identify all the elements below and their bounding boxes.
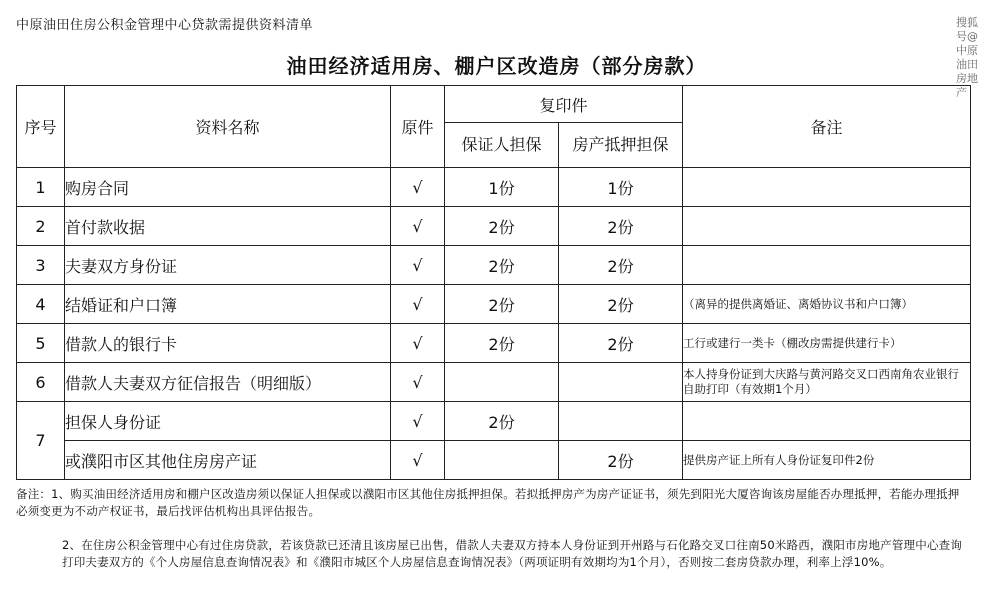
watermark: 搜狐号@中原油田房地产 — [956, 16, 978, 99]
page-title: 油田经济适用房、棚户区改造房（部分房款） — [286, 54, 707, 78]
document-header: 中原油田住房公积金管理中心贷款需提供资料清单 — [16, 18, 314, 33]
row-remark: 提供房产证上所有人身份证复印件2份 — [683, 441, 971, 480]
header-seq: 序号 — [17, 86, 65, 168]
row-remark — [683, 246, 971, 285]
row-name: 结婚证和户口簿 — [65, 285, 391, 324]
row-guarantor — [445, 363, 559, 402]
row-name: 借款人的银行卡 — [65, 324, 391, 363]
header-mortgage: 房产抵押担保 — [559, 123, 683, 168]
table-row — [17, 324, 971, 363]
row-guarantor: 1份 — [445, 168, 559, 207]
header-guarantor: 保证人担保 — [445, 123, 559, 168]
row-original: √ — [391, 402, 445, 441]
row-original: √ — [391, 324, 445, 363]
row-remark — [683, 402, 971, 441]
table-row — [17, 363, 971, 402]
row-mortgage: 2份 — [559, 246, 683, 285]
footnote-1: 备注：1、购买油田经济适用房和棚户区改造房须以保证人担保或以濮阳市区其他住房抵押担保。若拟抵押房产为房产证证书，须先到阳光大厦咨询该房屋能否办理抵押，若能办理抵押必须变更为不动产权证书，最后找评估机构出具评估报告。 — [16, 487, 960, 518]
row-guarantor — [445, 441, 559, 480]
table-row — [17, 168, 971, 207]
header-copy: 复印件 — [445, 86, 683, 123]
row-seq: 2 — [17, 207, 65, 246]
row-seq: 3 — [17, 246, 65, 285]
row-guarantor: 2份 — [445, 285, 559, 324]
row-guarantor: 2份 — [445, 324, 559, 363]
footnote-2-text: 2、在住房公积金管理中心有过住房贷款，若该贷款已还清且该房屋已出售，借款人夫妻双方持本人身份证到开州路与石化路交叉口往南50米路西，濮阳市房地产管理中心查询打印夫妻双方的《个人房屋信息查询情况表》和《濮阳市城区个人房屋信息查询情况表》（两项证明有效期均为1个月），否则按二套房贷款办理，利率上浮10%。 — [62, 538, 963, 569]
row-seq: 4 — [17, 285, 65, 324]
row-remark: 工行或建行一类卡（棚改房需提供建行卡） — [683, 324, 971, 363]
row-remark — [683, 207, 971, 246]
row-mortgage: 2份 — [559, 285, 683, 324]
row-seq: 1 — [17, 168, 65, 207]
row-original: √ — [391, 246, 445, 285]
row-mortgage: 2份 — [559, 441, 683, 480]
table-row — [17, 441, 971, 480]
row-original: √ — [391, 168, 445, 207]
row-seq: 5 — [17, 324, 65, 363]
row-remark: （离异的提供离婚证、离婚协议书和户口簿） — [683, 285, 971, 324]
row-name: 首付款收据 — [65, 207, 391, 246]
row-name: 或濮阳市区其他住房房产证 — [65, 441, 391, 480]
row-name: 借款人夫妻双方征信报告（明细版） — [65, 363, 391, 402]
row-seq: 6 — [17, 363, 65, 402]
row-original: √ — [391, 441, 445, 480]
table-row — [17, 246, 971, 285]
row-original: √ — [391, 363, 445, 402]
row-guarantor: 2份 — [445, 402, 559, 441]
row-original: √ — [391, 207, 445, 246]
row-name: 购房合同 — [65, 168, 391, 207]
row-remark — [683, 168, 971, 207]
row-mortgage: 2份 — [559, 324, 683, 363]
materials-table — [16, 85, 971, 480]
row-mortgage — [559, 402, 683, 441]
row-remark: 本人持身份证到大庆路与黄河路交叉口西南角农业银行自助打印（有效期1个月） — [683, 363, 971, 402]
footnote-2 — [16, 537, 971, 571]
row-name: 担保人身份证 — [65, 402, 391, 441]
table-row — [17, 207, 971, 246]
row-mortgage — [559, 363, 683, 402]
row-mortgage: 2份 — [559, 207, 683, 246]
row-original: √ — [391, 285, 445, 324]
table-row — [17, 402, 971, 441]
header-original: 原件 — [391, 86, 445, 168]
header-remark: 备注 — [683, 86, 971, 168]
row-mortgage: 1份 — [559, 168, 683, 207]
header-name: 资料名称 — [65, 86, 391, 168]
row-name: 夫妻双方身份证 — [65, 246, 391, 285]
row-guarantor: 2份 — [445, 207, 559, 246]
row-guarantor: 2份 — [445, 246, 559, 285]
row-seq: 7 — [17, 402, 65, 480]
table-row — [17, 285, 971, 324]
